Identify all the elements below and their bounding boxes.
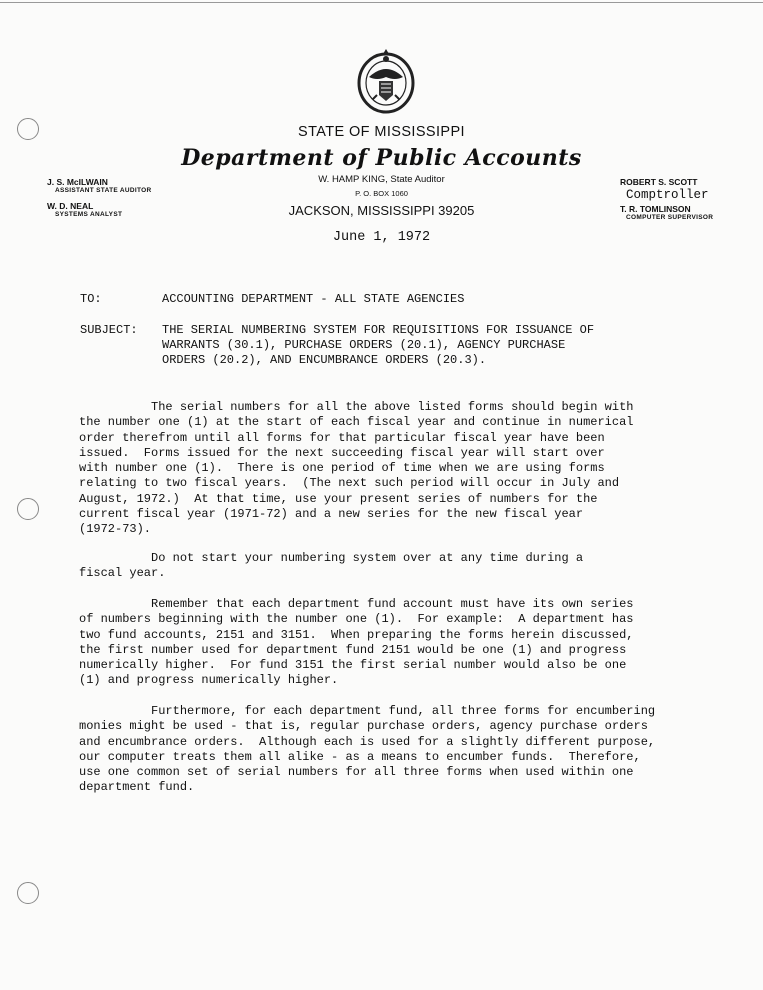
department-name: Department of Public Accounts (181, 145, 582, 171)
letter-date: June 1, 1972 (332, 230, 431, 245)
to-value: ACCOUNTING DEPARTMENT - ALL STATE AGENCIES (162, 292, 465, 306)
city-address: JACKSON, MISSISSIPPI 39205 (288, 203, 475, 218)
staff-role: COMPUTER SUPERVISOR (626, 214, 714, 221)
state-auditor: W. HAMP KING, State Auditor (318, 174, 445, 185)
state-seal-icon (355, 47, 417, 115)
staff-title: Comptroller (626, 188, 709, 202)
staff-name: J. S. McILWAIN (47, 177, 108, 187)
right-staff-block (620, 177, 713, 221)
body-paragraph: Do not start your numbering system over at any time during a fiscal year. (79, 551, 584, 581)
body-paragraph: Remember that each department fund account must have its own series of numbers beginning with the number one (1). For example: A department has two fund accounts, 2151 and 3151. When preparing the forms herein discussed, the first number used for department fund 2151 would be one (1) and progress numerically higher. For fund 3151 the first serial number would also be one (1) and progress numerically higher. (79, 597, 634, 688)
body-paragraph: Furthermore, for each department fund, all three forms for encumbering monies might be used - that is, regular purchase orders, agency purchase orders and encumbrance orders. Although each is used for a slightly different purpose, our computer treats them all alike - as a means to encumber funds. Therefore, use one common set of serial numbers for all three forms when used within one department fund. (79, 704, 656, 795)
staff-role: SYSTEMS ANALYST (55, 211, 123, 218)
to-label: TO: (80, 292, 102, 306)
punch-hole (17, 498, 39, 520)
subject-value: THE SERIAL NUMBERING SYSTEM FOR REQUISITIONS FOR ISSUANCE OF WARRANTS (30.1), PURCHASE ORDERS (20.1), AGENCY PURCHASE ORDERS (20.2), AND ENCUMBRANCE ORDERS (20.3). (162, 323, 595, 368)
body-paragraph: The serial numbers for all the above listed forms should begin with the number one (1) at the start of each fiscal year and continue in numerical order therefrom until all forms for that particular fiscal year have been issued. Forms issued for the next succeeding fiscal year will start over with number one (1). There is one period of time when we are using forms relating to two fiscal years. (The next such period will occur in July and August, 1972.) At that time, use your present series of numbers for the current fiscal year (1971-72) and a new series for the new fiscal year (1972-73). (79, 400, 634, 537)
left-staff-block (47, 177, 151, 218)
punch-hole (17, 882, 39, 904)
state-title: STATE OF MISSISSIPPI (298, 124, 465, 140)
top-edge-line (0, 2, 763, 3)
staff-name: ROBERT S. SCOTT (620, 177, 698, 187)
subject-label: SUBJECT: (80, 323, 138, 337)
staff-name: T. R. TOMLINSON (620, 204, 691, 214)
po-box: P. O. BOX 1060 (355, 189, 408, 198)
staff-role: ASSISTANT STATE AUDITOR (55, 187, 152, 194)
staff-name: W. D. NEAL (47, 201, 94, 211)
